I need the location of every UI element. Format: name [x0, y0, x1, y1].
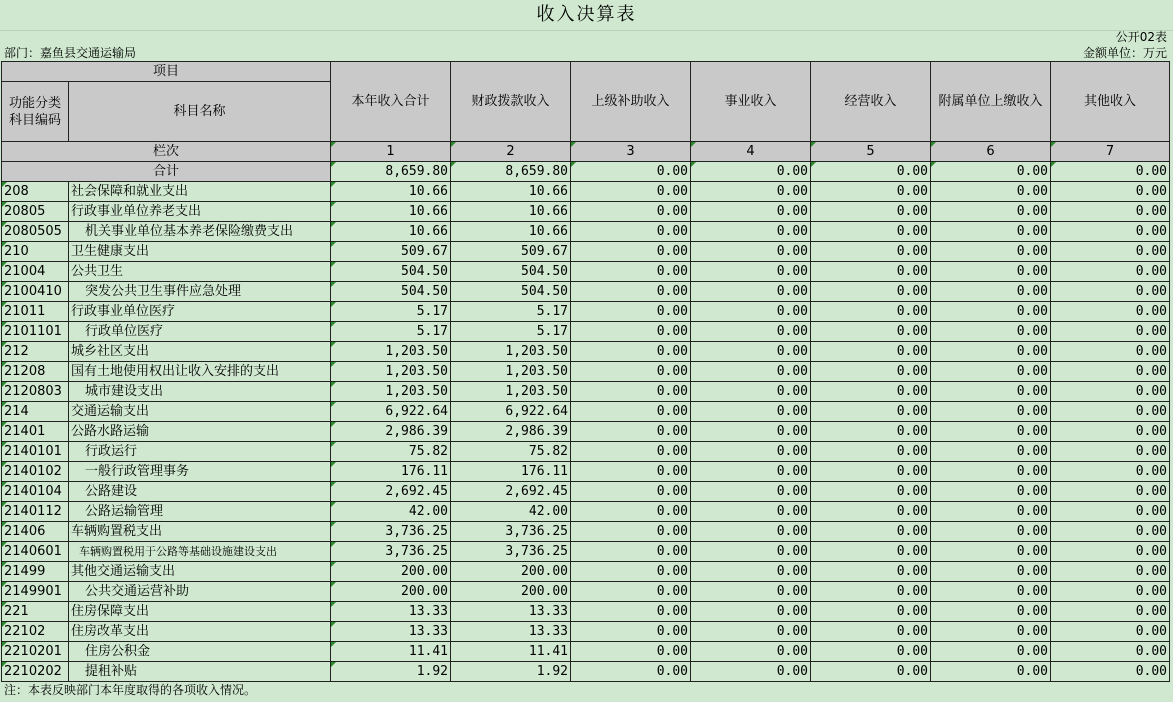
table-row	[2, 322, 1170, 342]
amount-cell[interactable]: 0.00	[571, 422, 691, 442]
amount-cell[interactable]: 0.00	[931, 302, 1051, 322]
amount-cell[interactable]: 1,203.50	[451, 382, 571, 402]
amount-cell[interactable]: 0.00	[931, 582, 1051, 602]
amount-cell[interactable]: 75.82	[331, 442, 451, 462]
amount-cell[interactable]: 0.00	[691, 602, 811, 622]
amount-cell[interactable]: 504.50	[331, 282, 451, 302]
amount-cell[interactable]: 0.00	[691, 562, 811, 582]
table-row	[2, 482, 1170, 502]
amount-cell[interactable]: 0.00	[931, 262, 1051, 282]
amount-cell[interactable]: 0.00	[931, 222, 1051, 242]
col-number-5[interactable]: 5	[811, 142, 931, 162]
subject-name-cell[interactable]: 提租补贴	[69, 662, 331, 682]
amount-cell[interactable]: 0.00	[571, 642, 691, 662]
amount-cell[interactable]: 0.00	[811, 502, 931, 522]
amount-cell[interactable]: 0.00	[811, 362, 931, 382]
total-cell[interactable]: 8,659.80	[451, 162, 571, 182]
amount-cell[interactable]: 0.00	[691, 662, 811, 682]
amount-cell[interactable]: 42.00	[451, 502, 571, 522]
amount-cell[interactable]: 1,203.50	[331, 342, 451, 362]
amount-cell[interactable]: 0.00	[571, 262, 691, 282]
subject-name-cell[interactable]: 公共交通运营补助	[69, 582, 331, 602]
table-row	[2, 282, 1170, 302]
subject-name-cell[interactable]: 公路建设	[69, 482, 331, 502]
col-number-7[interactable]: 7	[1051, 142, 1170, 162]
amount-cell[interactable]: 0.00	[931, 482, 1051, 502]
amount-cell[interactable]: 0.00	[811, 422, 931, 442]
subject-name-cell[interactable]: 卫生健康支出	[69, 242, 331, 262]
amount-cell[interactable]: 504.50	[451, 282, 571, 302]
amount-cell[interactable]: 0.00	[691, 522, 811, 542]
amount-cell[interactable]: 0.00	[1051, 542, 1170, 562]
amount-cell[interactable]: 0.00	[571, 362, 691, 382]
amount-cell[interactable]: 2,692.45	[331, 482, 451, 502]
amount-cell[interactable]: 1,203.50	[331, 382, 451, 402]
amount-cell[interactable]: 0.00	[571, 202, 691, 222]
amount-cell[interactable]: 0.00	[811, 262, 931, 282]
table-row	[2, 262, 1170, 282]
table-code: 公开02表	[1115, 30, 1167, 44]
subject-code-cell[interactable]: 212	[2, 342, 69, 362]
total-cell[interactable]: 8,659.80	[331, 162, 451, 182]
amount-cell[interactable]: 13.33	[331, 602, 451, 622]
amount-cell[interactable]: 0.00	[571, 182, 691, 202]
amount-cell[interactable]: 0.00	[691, 642, 811, 662]
subject-name-cell[interactable]: 公路运输管理	[69, 502, 331, 522]
subject-name-cell[interactable]: 交通运输支出	[69, 402, 331, 422]
header-col-2[interactable]: 财政拨款收入	[451, 62, 571, 142]
amount-cell[interactable]: 0.00	[811, 542, 931, 562]
col-number-3[interactable]: 3	[571, 142, 691, 162]
amount-cell[interactable]: 0.00	[571, 582, 691, 602]
amount-cell[interactable]: 0.00	[811, 442, 931, 462]
amount-cell[interactable]: 0.00	[571, 222, 691, 242]
amount-cell[interactable]: 0.00	[691, 302, 811, 322]
amount-cell[interactable]: 0.00	[931, 382, 1051, 402]
amount-cell[interactable]: 0.00	[1051, 202, 1170, 222]
table-row	[2, 602, 1170, 622]
header-lanci[interactable]: 栏次	[2, 142, 331, 162]
table-row	[2, 502, 1170, 522]
amount-cell[interactable]: 0.00	[1051, 662, 1170, 682]
amount-cell[interactable]: 0.00	[571, 442, 691, 462]
subject-code-cell[interactable]: 22102	[2, 622, 69, 642]
amount-cell[interactable]: 0.00	[1051, 362, 1170, 382]
table-row	[2, 422, 1170, 442]
amount-cell[interactable]: 0.00	[931, 642, 1051, 662]
amount-cell[interactable]: 0.00	[691, 282, 811, 302]
subject-code-cell[interactable]: 2210202	[2, 662, 69, 682]
amount-cell[interactable]: 6,922.64	[451, 402, 571, 422]
subject-name-cell[interactable]: 社会保障和就业支出	[69, 182, 331, 202]
amount-cell[interactable]: 0.00	[931, 362, 1051, 382]
amount-cell[interactable]: 10.66	[331, 222, 451, 242]
amount-cell[interactable]: 0.00	[811, 602, 931, 622]
amount-cell[interactable]: 0.00	[811, 462, 931, 482]
col-number-4[interactable]: 4	[691, 142, 811, 162]
amount-cell[interactable]: 5.17	[331, 322, 451, 342]
amount-cell[interactable]: 0.00	[811, 342, 931, 362]
amount-cell[interactable]: 0.00	[571, 342, 691, 362]
subject-code-cell[interactable]: 214	[2, 402, 69, 422]
table-row	[2, 242, 1170, 262]
amount-cell[interactable]: 10.66	[331, 182, 451, 202]
amount-cell[interactable]: 10.66	[451, 202, 571, 222]
amount-cell[interactable]: 0.00	[571, 302, 691, 322]
amount-cell[interactable]: 0.00	[691, 262, 811, 282]
amount-cell[interactable]: 0.00	[691, 502, 811, 522]
amount-cell[interactable]: 0.00	[931, 622, 1051, 642]
amount-cell[interactable]: 0.00	[811, 562, 931, 582]
amount-cell[interactable]: 5.17	[451, 302, 571, 322]
amount-cell[interactable]: 0.00	[1051, 402, 1170, 422]
amount-cell[interactable]: 1,203.50	[331, 362, 451, 382]
header-col-3[interactable]: 上级补助收入	[571, 62, 691, 142]
amount-cell[interactable]: 1,203.50	[451, 342, 571, 362]
amount-cell[interactable]: 0.00	[691, 382, 811, 402]
amount-cell[interactable]: 0.00	[931, 182, 1051, 202]
amount-cell[interactable]: 0.00	[691, 222, 811, 242]
amount-cell[interactable]: 0.00	[931, 562, 1051, 582]
amount-cell[interactable]: 0.00	[1051, 622, 1170, 642]
subject-name-cell[interactable]: 住房公积金	[69, 642, 331, 662]
header-func-code[interactable]: 功能分类科目编码	[2, 82, 69, 142]
amount-cell[interactable]: 0.00	[691, 362, 811, 382]
amount-cell[interactable]: 0.00	[1051, 382, 1170, 402]
amount-cell[interactable]: 1.92	[331, 662, 451, 682]
unit-label: 金额单位：万元	[1082, 46, 1167, 60]
subject-name-cell[interactable]: 行政运行	[69, 442, 331, 462]
subject-name-cell[interactable]: 公共卫生	[69, 262, 331, 282]
amount-cell[interactable]: 2,986.39	[331, 422, 451, 442]
department-label: 部门：嘉鱼县交通运输局	[4, 46, 137, 60]
total-label[interactable]: 合计	[2, 162, 331, 182]
page-title: 收入决算表	[0, 0, 1173, 31]
subject-name-cell[interactable]: 其他交通运输支出	[69, 562, 331, 582]
subject-code-cell[interactable]: 210	[2, 242, 69, 262]
amount-cell[interactable]: 2,986.39	[451, 422, 571, 442]
amount-cell[interactable]: 0.00	[931, 282, 1051, 302]
amount-cell[interactable]: 0.00	[691, 182, 811, 202]
amount-cell[interactable]: 0.00	[811, 182, 931, 202]
table-row	[2, 662, 1170, 682]
amount-cell[interactable]: 0.00	[571, 322, 691, 342]
amount-cell[interactable]: 0.00	[571, 602, 691, 622]
amount-cell[interactable]: 0.00	[571, 562, 691, 582]
subject-name-cell[interactable]: 城市建设支出	[69, 382, 331, 402]
amount-cell[interactable]: 0.00	[691, 442, 811, 462]
table-row	[2, 402, 1170, 422]
table-row	[2, 522, 1170, 542]
amount-cell[interactable]: 0.00	[811, 522, 931, 542]
amount-cell[interactable]: 3,736.25	[451, 542, 571, 562]
amount-cell[interactable]: 509.67	[331, 242, 451, 262]
amount-cell[interactable]: 0.00	[931, 322, 1051, 342]
subject-code-cell[interactable]: 21011	[2, 302, 69, 322]
table-row	[2, 182, 1170, 202]
amount-cell[interactable]: 0.00	[1051, 322, 1170, 342]
header-col-5[interactable]: 经营收入	[811, 62, 931, 142]
income-table	[1, 61, 1170, 682]
amount-cell[interactable]: 0.00	[931, 342, 1051, 362]
amount-cell[interactable]: 0.00	[1051, 302, 1170, 322]
amount-cell[interactable]: 0.00	[691, 342, 811, 362]
subject-name-cell[interactable]: 机关事业单位基本养老保险缴费支出	[69, 222, 331, 242]
amount-cell[interactable]: 0.00	[931, 402, 1051, 422]
subject-code-cell[interactable]: 2140601	[2, 542, 69, 562]
amount-cell[interactable]: 0.00	[571, 382, 691, 402]
amount-cell[interactable]: 504.50	[451, 262, 571, 282]
amount-cell[interactable]: 0.00	[811, 482, 931, 502]
subject-code-cell[interactable]: 2140101	[2, 442, 69, 462]
subject-name-cell[interactable]: 行政事业单位医疗	[69, 302, 331, 322]
col-number-1[interactable]: 1	[331, 142, 451, 162]
amount-cell[interactable]: 0.00	[571, 482, 691, 502]
table-row	[2, 382, 1170, 402]
amount-cell[interactable]: 13.33	[331, 622, 451, 642]
subject-code-cell[interactable]: 20805	[2, 202, 69, 222]
subject-code-cell[interactable]: 2101101	[2, 322, 69, 342]
header-subject-name[interactable]: 科目名称	[69, 82, 331, 142]
amount-cell[interactable]: 509.67	[451, 242, 571, 262]
amount-cell[interactable]: 0.00	[691, 422, 811, 442]
subject-code-cell[interactable]: 21499	[2, 562, 69, 582]
subject-name-cell[interactable]: 公路水路运输	[69, 422, 331, 442]
amount-cell[interactable]: 0.00	[931, 202, 1051, 222]
amount-cell[interactable]: 0.00	[1051, 602, 1170, 622]
subject-name-cell[interactable]: 住房改革支出	[69, 622, 331, 642]
table-row	[2, 462, 1170, 482]
total-cell[interactable]: 0.00	[571, 162, 691, 182]
amount-cell[interactable]: 10.66	[451, 182, 571, 202]
amount-cell[interactable]: 3,736.25	[331, 522, 451, 542]
amount-cell[interactable]: 0.00	[571, 282, 691, 302]
col-number-6[interactable]: 6	[931, 142, 1051, 162]
amount-cell[interactable]: 5.17	[331, 302, 451, 322]
amount-cell[interactable]: 0.00	[691, 462, 811, 482]
amount-cell[interactable]: 1,203.50	[451, 362, 571, 382]
amount-cell[interactable]: 11.41	[331, 642, 451, 662]
subject-name-cell[interactable]: 一般行政管理事务	[69, 462, 331, 482]
amount-cell[interactable]: 176.11	[451, 462, 571, 482]
amount-cell[interactable]: 0.00	[931, 522, 1051, 542]
amount-cell[interactable]: 0.00	[931, 542, 1051, 562]
col-number-2[interactable]: 2	[451, 142, 571, 162]
amount-cell[interactable]: 3,736.25	[331, 542, 451, 562]
amount-cell[interactable]: 200.00	[331, 582, 451, 602]
table-row	[2, 302, 1170, 322]
amount-cell[interactable]: 3,736.25	[451, 522, 571, 542]
table-row	[2, 222, 1170, 242]
amount-cell[interactable]: 0.00	[1051, 222, 1170, 242]
amount-cell[interactable]: 0.00	[1051, 562, 1170, 582]
table-row	[2, 442, 1170, 462]
subject-name-cell[interactable]: 行政事业单位养老支出	[69, 202, 331, 222]
amount-cell[interactable]: 0.00	[931, 502, 1051, 522]
amount-cell[interactable]: 504.50	[331, 262, 451, 282]
subject-code-cell[interactable]: 21208	[2, 362, 69, 382]
amount-cell[interactable]: 0.00	[931, 422, 1051, 442]
amount-cell[interactable]: 0.00	[811, 282, 931, 302]
amount-cell[interactable]: 0.00	[811, 322, 931, 342]
amount-cell[interactable]: 0.00	[811, 582, 931, 602]
subject-code-cell[interactable]: 21401	[2, 422, 69, 442]
amount-cell[interactable]: 0.00	[571, 242, 691, 262]
amount-cell[interactable]: 0.00	[811, 662, 931, 682]
amount-cell[interactable]: 0.00	[1051, 642, 1170, 662]
amount-cell[interactable]: 0.00	[691, 482, 811, 502]
amount-cell[interactable]: 0.00	[931, 602, 1051, 622]
amount-cell[interactable]: 0.00	[1051, 522, 1170, 542]
amount-cell[interactable]: 0.00	[931, 442, 1051, 462]
amount-cell[interactable]: 200.00	[331, 562, 451, 582]
subject-code-cell[interactable]: 208	[2, 182, 69, 202]
header-col-6[interactable]: 附属单位上缴收入	[931, 62, 1051, 142]
amount-cell[interactable]: 5.17	[451, 322, 571, 342]
amount-cell[interactable]: 0.00	[1051, 502, 1170, 522]
subject-name-cell[interactable]: 突发公共卫生事件应急处理	[69, 282, 331, 302]
subject-code-cell[interactable]: 2100410	[2, 282, 69, 302]
amount-cell[interactable]: 2,692.45	[451, 482, 571, 502]
amount-cell[interactable]: 0.00	[1051, 582, 1170, 602]
amount-cell[interactable]: 11.41	[451, 642, 571, 662]
subject-name-cell[interactable]: 城乡社区支出	[69, 342, 331, 362]
amount-cell[interactable]: 0.00	[931, 662, 1051, 682]
table-row	[2, 562, 1170, 582]
subject-name-cell[interactable]: 车辆购置税用于公路等基础设施建设支出	[69, 542, 331, 562]
amount-cell[interactable]: 0.00	[691, 402, 811, 422]
amount-cell[interactable]: 1.92	[451, 662, 571, 682]
amount-cell[interactable]: 0.00	[691, 322, 811, 342]
amount-cell[interactable]: 0.00	[811, 302, 931, 322]
amount-cell[interactable]: 200.00	[451, 562, 571, 582]
table-row	[2, 342, 1170, 362]
subject-code-cell[interactable]: 21004	[2, 262, 69, 282]
amount-cell[interactable]: 0.00	[571, 402, 691, 422]
subject-code-cell[interactable]: 2140104	[2, 482, 69, 502]
amount-cell[interactable]: 0.00	[1051, 282, 1170, 302]
amount-cell[interactable]: 0.00	[571, 462, 691, 482]
subject-name-cell[interactable]: 行政单位医疗	[69, 322, 331, 342]
amount-cell[interactable]: 0.00	[691, 542, 811, 562]
amount-cell[interactable]: 0.00	[1051, 342, 1170, 362]
amount-cell[interactable]: 200.00	[451, 582, 571, 602]
total-cell[interactable]: 0.00	[1051, 162, 1170, 182]
amount-cell[interactable]: 0.00	[691, 582, 811, 602]
amount-cell[interactable]: 0.00	[811, 202, 931, 222]
subject-code-cell[interactable]: 2120803	[2, 382, 69, 402]
amount-cell[interactable]: 0.00	[1051, 422, 1170, 442]
header-item[interactable]: 项目	[2, 62, 331, 82]
amount-cell[interactable]: 13.33	[451, 622, 571, 642]
amount-cell[interactable]: 0.00	[931, 242, 1051, 262]
subject-code-cell[interactable]: 2140102	[2, 462, 69, 482]
amount-cell[interactable]: 0.00	[571, 662, 691, 682]
amount-cell[interactable]: 0.00	[1051, 182, 1170, 202]
amount-cell[interactable]: 0.00	[571, 622, 691, 642]
total-cell[interactable]: 0.00	[931, 162, 1051, 182]
subject-code-cell[interactable]: 2149901	[2, 582, 69, 602]
table-row	[2, 622, 1170, 642]
amount-cell[interactable]: 0.00	[931, 462, 1051, 482]
amount-cell[interactable]: 10.66	[331, 202, 451, 222]
table-row	[2, 362, 1170, 382]
header-col-1[interactable]: 本年收入合计	[331, 62, 451, 142]
footnote: 注：本表反映部门本年度取得的各项收入情况。	[4, 683, 257, 697]
amount-cell[interactable]: 0.00	[571, 502, 691, 522]
subject-code-cell[interactable]: 2210201	[2, 642, 69, 662]
subject-code-cell[interactable]: 2140112	[2, 502, 69, 522]
amount-cell[interactable]: 0.00	[691, 622, 811, 642]
amount-cell[interactable]: 0.00	[571, 522, 691, 542]
amount-cell[interactable]: 0.00	[1051, 262, 1170, 282]
total-row	[2, 162, 1170, 182]
amount-cell[interactable]: 10.66	[451, 222, 571, 242]
subject-code-cell[interactable]: 21406	[2, 522, 69, 542]
subject-name-cell[interactable]: 住房保障支出	[69, 602, 331, 622]
amount-cell[interactable]: 6,922.64	[331, 402, 451, 422]
amount-cell[interactable]: 42.00	[331, 502, 451, 522]
amount-cell[interactable]: 176.11	[331, 462, 451, 482]
subject-name-cell[interactable]: 国有土地使用权出让收入安排的支出	[69, 362, 331, 382]
amount-cell[interactable]: 75.82	[451, 442, 571, 462]
total-cell[interactable]: 0.00	[691, 162, 811, 182]
amount-cell[interactable]: 13.33	[451, 602, 571, 622]
amount-cell[interactable]: 0.00	[811, 222, 931, 242]
table-row	[2, 582, 1170, 602]
amount-cell[interactable]: 0.00	[1051, 242, 1170, 262]
table-row	[2, 542, 1170, 562]
amount-cell[interactable]: 0.00	[811, 402, 931, 422]
amount-cell[interactable]: 0.00	[571, 542, 691, 562]
amount-cell[interactable]: 0.00	[811, 622, 931, 642]
subject-code-cell[interactable]: 2080505	[2, 222, 69, 242]
table-row	[2, 642, 1170, 662]
amount-cell[interactable]: 0.00	[691, 242, 811, 262]
header-col-7[interactable]: 其他收入	[1051, 62, 1170, 142]
subject-name-cell[interactable]: 车辆购置税支出	[69, 522, 331, 542]
amount-cell[interactable]: 0.00	[811, 382, 931, 402]
header-col-4[interactable]: 事业收入	[691, 62, 811, 142]
amount-cell[interactable]: 0.00	[1051, 442, 1170, 462]
table-row	[2, 202, 1170, 222]
amount-cell[interactable]: 0.00	[691, 202, 811, 222]
amount-cell[interactable]: 0.00	[811, 642, 931, 662]
amount-cell[interactable]: 0.00	[1051, 482, 1170, 502]
subject-code-cell[interactable]: 221	[2, 602, 69, 622]
amount-cell[interactable]: 0.00	[1051, 462, 1170, 482]
total-cell[interactable]: 0.00	[811, 162, 931, 182]
amount-cell[interactable]: 0.00	[811, 242, 931, 262]
